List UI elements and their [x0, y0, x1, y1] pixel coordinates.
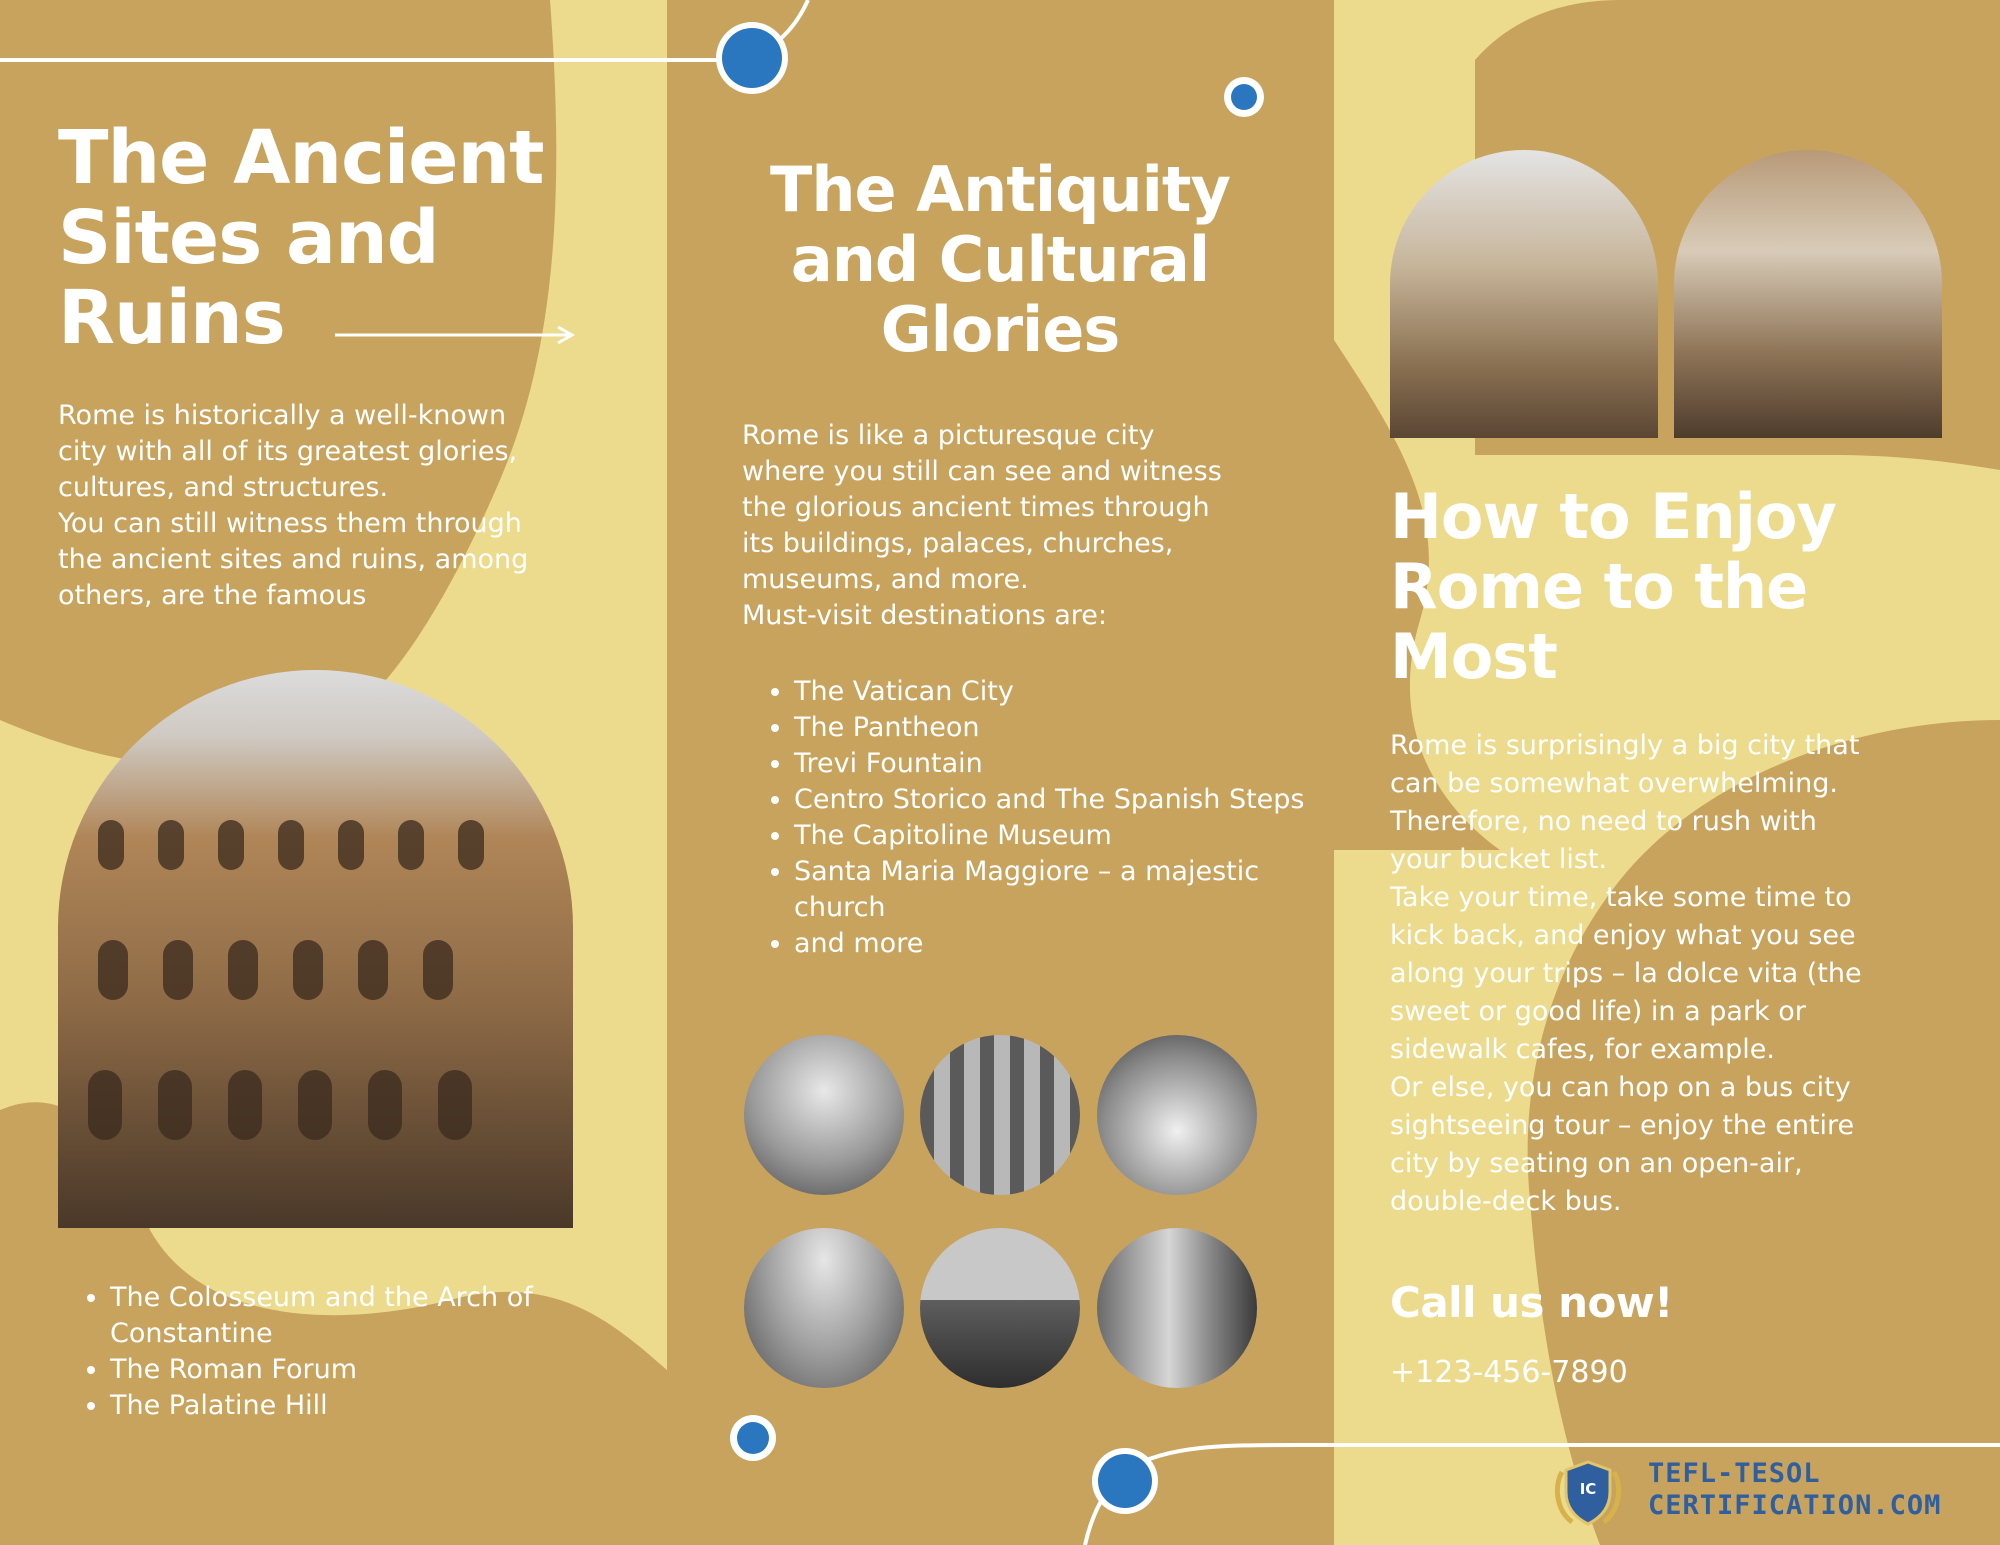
- panel3-body: Rome is surprisingly a big city that can be somewhat overwhelming. Therefore, no need to rush with your bucket list. Take your time, take some time to kick back, and enjoy what you see along your trips – la dolce vita (the sweet or good life) in a park or sidewalk cafes, for example. Or else, you can hop on a bus city sightseeing tour – enjoy the entire city by seating on an open-air, double-deck bus.: [1390, 730, 1862, 1217]
- pantheon-photo: [920, 1035, 1080, 1195]
- blue-dot-bottom-small: [728, 1413, 778, 1463]
- logo-line2: CERTIFICATION.COM: [1648, 1490, 1942, 1521]
- list-item: • The Roman Forum: [110, 1352, 650, 1388]
- blue-dot-top-large: [712, 18, 792, 98]
- list-item: • The Palatine Hill: [110, 1388, 650, 1424]
- panel1-body: Rome is historically a well-known city with all of its greatest glories, cultures, and structures. You can still witness them through the ancient sites and ruins, among others, are the famous: [58, 400, 529, 611]
- church-interior-photo: [744, 1228, 904, 1388]
- trevi-fountain-closeup-photo: [1674, 150, 1942, 438]
- list-item: • The Pantheon: [794, 710, 1334, 746]
- blue-dot-bottom-large: [1090, 1446, 1160, 1516]
- trevi-fountain-photo: [1390, 150, 1658, 438]
- logo-badge: IC: [1579, 1480, 1597, 1498]
- blue-dot-top-small: [1222, 75, 1266, 119]
- colosseum-photo: [58, 670, 573, 1228]
- logo: [1548, 1452, 1942, 1532]
- phone-number[interactable]: +123-456-7890: [1390, 1355, 1628, 1390]
- st-peters-basilica-photo: [744, 1035, 904, 1195]
- list-item: • The Colosseum and the Arch of Constantine: [110, 1280, 650, 1352]
- trevi-fountain-photo: [1097, 1035, 1257, 1195]
- list-item: • and more: [794, 926, 1334, 962]
- glass-pyramid-photo: [920, 1228, 1080, 1388]
- panel1-title: The Ancient Sites and Ruins: [58, 115, 544, 361]
- panel2-body: Rome is like a picturesque city where you still can see and witness the glorious ancient times through its buildings, palaces, churches, museums, and more. Must-visit destinations are:: [742, 420, 1222, 631]
- list-item: • Trevi Fountain: [794, 746, 1334, 782]
- list-item: • Centro Storico and The Spanish Steps: [794, 782, 1334, 818]
- list-item: • The Vatican City: [794, 674, 1334, 710]
- panel3-title: How to Enjoy Rome to the Most: [1390, 480, 1836, 693]
- panel1-list: [58, 1280, 650, 1424]
- panel2-list: [742, 674, 1334, 962]
- list-item: • The Capitoline Museum: [794, 818, 1334, 854]
- logo-line1: TEFL-TESOL: [1648, 1458, 1821, 1489]
- bell-tower-photo: [1097, 1228, 1257, 1388]
- list-item: • Santa Maria Maggiore – a majestic church: [794, 854, 1334, 926]
- call-to-action: Call us now!: [1390, 1278, 1673, 1327]
- panel2-title: The Antiquity and Cultural Glories: [770, 153, 1230, 366]
